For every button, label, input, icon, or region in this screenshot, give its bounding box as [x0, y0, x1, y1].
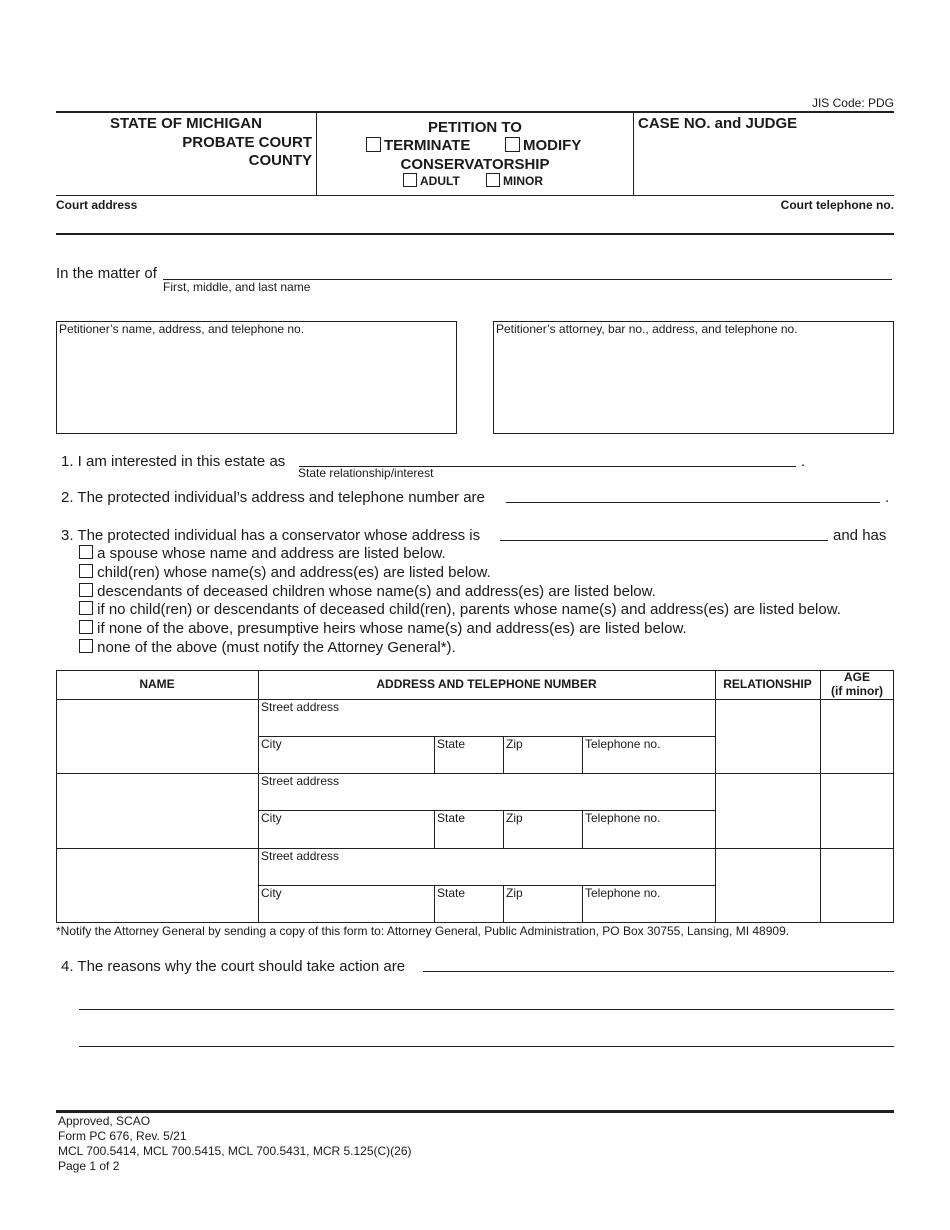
table-row-3-state-label: State — [437, 886, 466, 900]
matter-sublabel: First, middle, and last name — [163, 280, 311, 294]
item-3-field[interactable] — [500, 540, 828, 541]
adult-label: ADULT — [420, 174, 460, 188]
table-row-3-phone-label: Telephone no. — [585, 886, 661, 900]
option-spouse-checkbox[interactable] — [79, 545, 93, 559]
footer-form: Form PC 676, Rev. 5/21 — [58, 1129, 187, 1143]
option-heirs-label: if none of the above, presumptive heirs whose name(s) and address(es) are listed below. — [97, 620, 687, 637]
modify-option[interactable] — [505, 137, 581, 154]
adult-checkbox[interactable] — [403, 173, 417, 187]
table-row-1-phone-label: Telephone no. — [585, 737, 661, 751]
col-age-header — [820, 670, 894, 698]
modify-checkbox[interactable] — [505, 137, 520, 152]
minor-option[interactable] — [486, 173, 543, 188]
footer-page: Page 1 of 2 — [58, 1159, 120, 1173]
option-children-checkbox[interactable] — [79, 564, 93, 578]
form-title-line1: PETITION TO — [428, 119, 522, 136]
attorney-box-label: Petitioner’s attorney, bar no., address, and telephone no. — [496, 322, 798, 336]
case-no-label: CASE NO. and JUDGE — [638, 115, 798, 132]
table-row-1-city-label: City — [261, 737, 282, 751]
table-row-3-street-label: Street address — [261, 849, 340, 863]
item-1-text: 1. I am interested in this estate as — [61, 453, 286, 470]
col-age-header-line1: AGE — [843, 670, 870, 684]
item-4-field-2[interactable] — [79, 1009, 894, 1010]
item-2-field[interactable] — [506, 502, 880, 503]
attorney-general-notice: *Notify the Attorney General by sending a copy of this form to: Attorney General, Public Administration, PO Box 30755, Lansing, MI 48909. — [56, 924, 790, 938]
item-2-text: 2. The protected individual’s address and telephone number are — [61, 489, 485, 506]
petitioner-box-label: Petitioner’s name, address, and telephone no. — [59, 322, 305, 336]
option-heirs-checkbox[interactable] — [79, 620, 93, 634]
option-heirs[interactable] — [79, 620, 687, 637]
minor-checkbox[interactable] — [486, 173, 500, 187]
option-children[interactable] — [79, 564, 491, 581]
table-row-2-zip-label: Zip — [506, 811, 523, 825]
item-4-text: 4. The reasons why the court should take action are — [61, 958, 406, 975]
adult-option[interactable] — [403, 173, 460, 188]
option-spouse-label: a spouse whose name and address are listed below. — [97, 545, 446, 562]
table-row-2-phone-label: Telephone no. — [585, 811, 661, 825]
matter-label: In the matter of — [56, 265, 157, 282]
jis-code: JIS Code: PDG — [811, 96, 894, 110]
option-descendants[interactable] — [79, 583, 656, 600]
form-title-line3: CONSERVATORSHIP — [400, 156, 550, 173]
item-3-end: and has — [833, 527, 887, 544]
table-row-1-street-label: Street address — [261, 700, 340, 714]
item-4-field-1[interactable] — [423, 971, 894, 972]
terminate-option[interactable] — [366, 137, 470, 154]
table-row-1-state-label: State — [437, 737, 466, 751]
col-relationship-header: RELATIONSHIP — [723, 677, 812, 691]
col-age-header-line2: (if minor) — [831, 684, 883, 698]
table-row-2-street-label: Street address — [261, 774, 340, 788]
option-parents-label: if no child(ren) or descendants of deceased child(ren), parents whose name(s) and address(es) are listed below. — [97, 601, 841, 618]
option-spouse[interactable] — [79, 545, 446, 562]
table-row-1-zip-label: Zip — [506, 737, 523, 751]
state-name: STATE OF MICHIGAN — [110, 115, 262, 132]
table-row-3-zip-label: Zip — [506, 886, 523, 900]
minor-label: MINOR — [503, 174, 543, 188]
item-2-end: . — [885, 489, 890, 506]
court-address-label: Court address — [56, 198, 138, 212]
option-descendants-checkbox[interactable] — [79, 583, 93, 597]
option-parents-checkbox[interactable] — [79, 601, 93, 615]
option-none[interactable] — [79, 639, 456, 656]
county-label: COUNTY — [248, 152, 312, 169]
option-parents[interactable] — [79, 601, 841, 618]
court-telephone-label: Court telephone no. — [780, 198, 894, 212]
footer-mcl: MCL 700.5414, MCL 700.5415, MCL 700.5431, MCR 5.125(C)(26) — [58, 1144, 412, 1158]
col-name-header: NAME — [139, 677, 175, 691]
option-none-checkbox[interactable] — [79, 639, 93, 653]
table-row-3-city-label: City — [261, 886, 282, 900]
item-3-text: 3. The protected individual has a conservator whose address is — [61, 527, 481, 544]
option-children-label: child(ren) whose name(s) and address(es) are listed below. — [97, 564, 491, 581]
table-row-2-city-label: City — [261, 811, 282, 825]
item-1-sublabel: State relationship/interest — [298, 466, 434, 480]
item-4-field-3[interactable] — [79, 1046, 894, 1047]
footer-approved: Approved, SCAO — [58, 1114, 151, 1128]
modify-label: MODIFY — [523, 137, 582, 154]
option-descendants-label: descendants of deceased children whose name(s) and address(es) are listed below. — [97, 583, 656, 600]
col-address-header: ADDRESS AND TELEPHONE NUMBER — [376, 677, 597, 691]
option-none-label: none of the above (must notify the Attorney General*). — [97, 639, 456, 656]
attorney-box[interactable] — [493, 321, 894, 434]
court-name: PROBATE COURT — [182, 134, 312, 151]
table-row-2-state-label: State — [437, 811, 466, 825]
petitioner-box[interactable] — [56, 321, 457, 434]
item-1-end: . — [801, 453, 806, 470]
terminate-label: TERMINATE — [384, 137, 471, 154]
terminate-checkbox[interactable] — [366, 137, 381, 152]
